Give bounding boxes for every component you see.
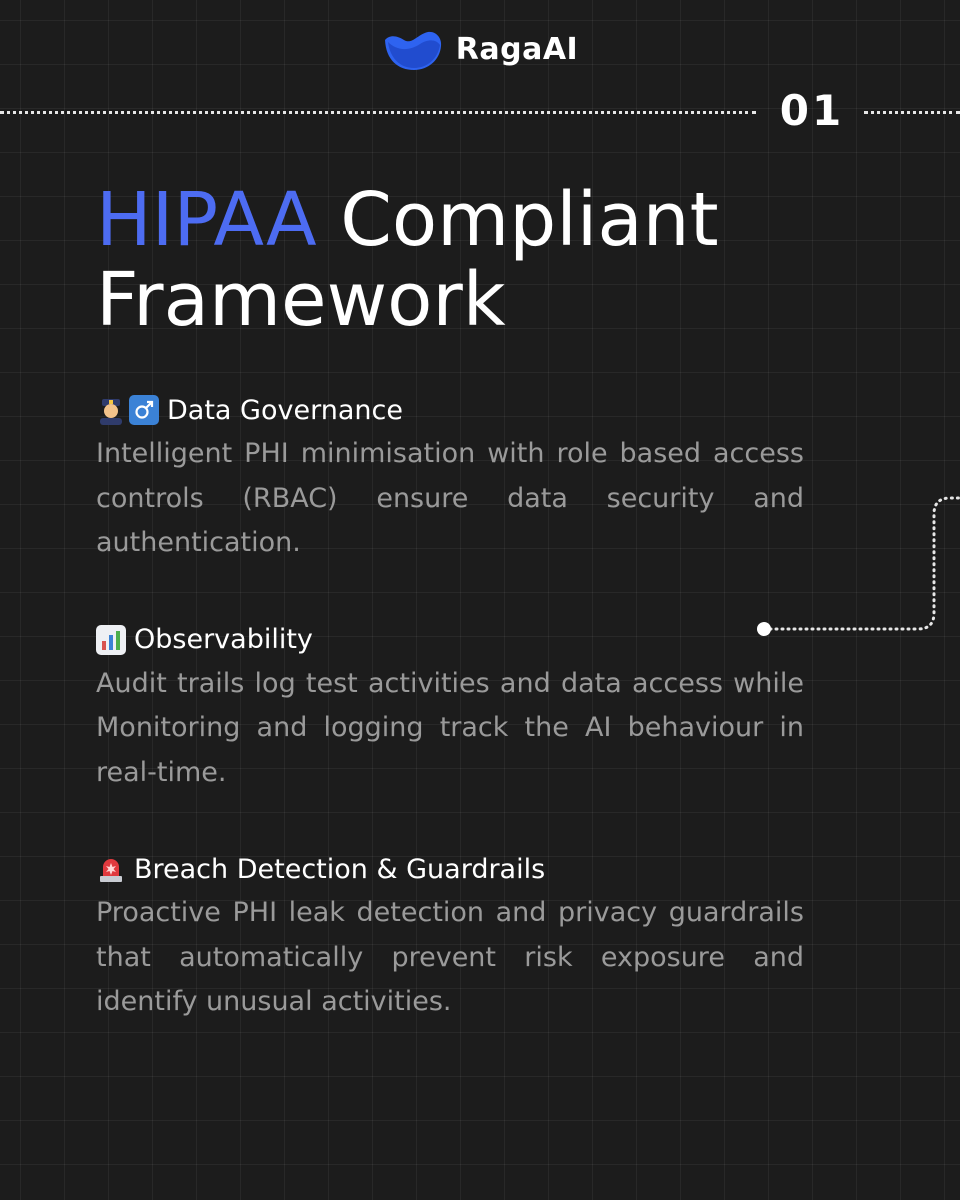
ragaai-logo-icon	[382, 26, 444, 72]
section-title: Data Governance	[167, 394, 403, 426]
section-data-governance	[96, 388, 804, 566]
dotted-divider-right	[864, 111, 960, 114]
section-body: Proactive PHI leak detection and privacy guardrails that automatically prevent risk exposure and identify unusual activities.	[96, 897, 804, 1017]
section-body: Intelligent PHI minimisation with role based access controls (RBAC) ensure data security and authentication.	[96, 438, 804, 558]
section-title: Observability	[134, 624, 313, 655]
section-title: Breach Detection & Guardrails	[134, 853, 546, 885]
title-accent: HIPAA	[96, 177, 317, 263]
police-light-emoji-icon	[96, 854, 126, 884]
feature-list	[96, 388, 804, 1077]
male-sign-emoji-icon	[129, 395, 159, 425]
page-number: 01	[779, 86, 845, 135]
bar-chart-emoji-icon	[96, 625, 126, 655]
section-heading	[96, 388, 804, 432]
dotted-connector-line	[750, 486, 960, 646]
title-rest: Compliant	[316, 177, 719, 263]
section-body: Audit trails log test activities and data access while Monitoring and logging track the AI behaviour in real-time.	[96, 667, 804, 788]
title-line-2: Framework	[96, 257, 506, 343]
police-officer-emoji-icon	[96, 395, 126, 425]
section-observability	[96, 618, 804, 796]
brand-header	[0, 26, 960, 72]
page-title	[96, 177, 719, 343]
section-heading	[96, 847, 804, 891]
brand-name: RagaAI	[455, 31, 579, 67]
dotted-divider-left	[0, 111, 756, 114]
section-heading	[96, 618, 804, 662]
section-breach-detection	[96, 847, 804, 1025]
connector-dot	[757, 622, 771, 636]
